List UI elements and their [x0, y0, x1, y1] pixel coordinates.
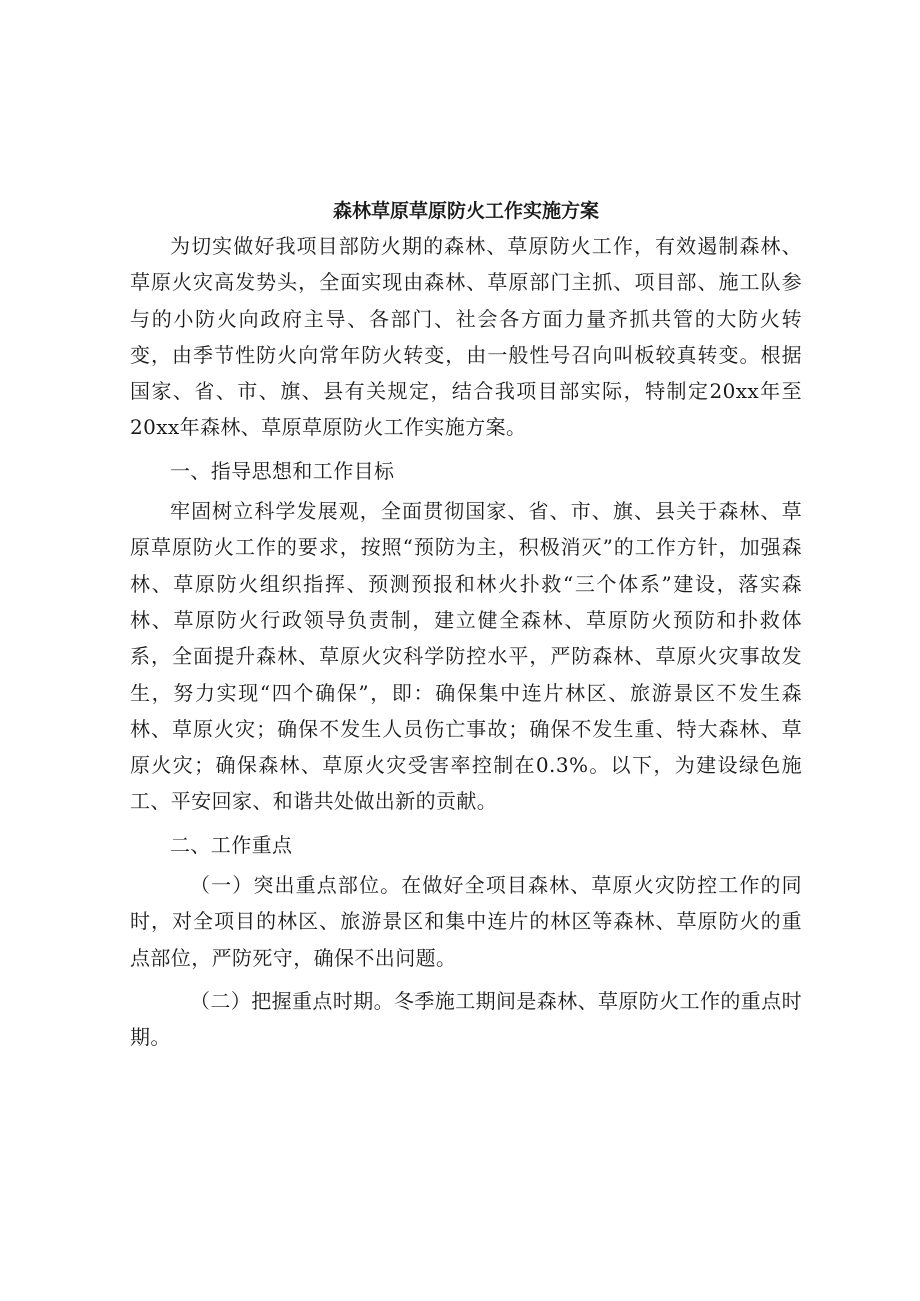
work-focus-item-2: （二）把握重点时期。冬季施工期间是森林、草原防火工作的重点时期。	[130, 988, 802, 1050]
intro-paragraph: 为切实做好我项目部防火期的森林、草原防火工作，有效遏制森林、草原火灾高发势头，全面实现由森林、草原部门主抓、项目部、施工队参与的小防火向政府主导、各部门、社会各方面力量齐抓共管的大防火转变，由季节性防火向常年防火转变，由一般性号召向叫板较真转变。根据国家、省、市、旗、县有关规定，结合我项目部实际，特制定20xx年至20xx年森林、草原草原防火工作实施方案。	[130, 234, 802, 440]
section-heading-work-focus: 二、工作重点	[170, 832, 293, 857]
document-title: 森林草原草原防火工作实施方案	[332, 200, 599, 222]
document-page	[130, 196, 802, 1056]
guiding-ideology-paragraph: 牢固树立科学发展观，全面贯彻国家、省、市、旗、县关于森林、草原草原防火工作的要求，按照“预防为主，积极消灭”的工作方针，加强森林、草原防火组织指挥、预测预报和林火扑救“三个体系”建设，落实森林、草原防火行政领导负责制，建立健全森林、草原防火预防和扑救体系，全面提升森林、草原火灾科学防控水平，严防森林、草原火灾事故发生，努力实现“四个确保”，即：确保集中连片林区、旅游景区不发生森林、草原火灾；确保不发生人员伤亡事故；确保不发生重、特大森林、草原火灾；确保森林、草原火灾受害率控制在0.3%。以下，为建设绿色施工、平安回家、和谐共处做出新的贡献。	[130, 499, 802, 814]
work-focus-item-1: （一）突出重点部位。在做好全项目森林、草原火灾防控工作的同时，对全项目的林区、旅游景区和集中连片的林区等森林、草原防火的重点部位，严防死守，确保不出问题。	[130, 873, 802, 970]
section-heading-guiding-ideology: 一、指导思想和工作目标	[170, 458, 395, 483]
